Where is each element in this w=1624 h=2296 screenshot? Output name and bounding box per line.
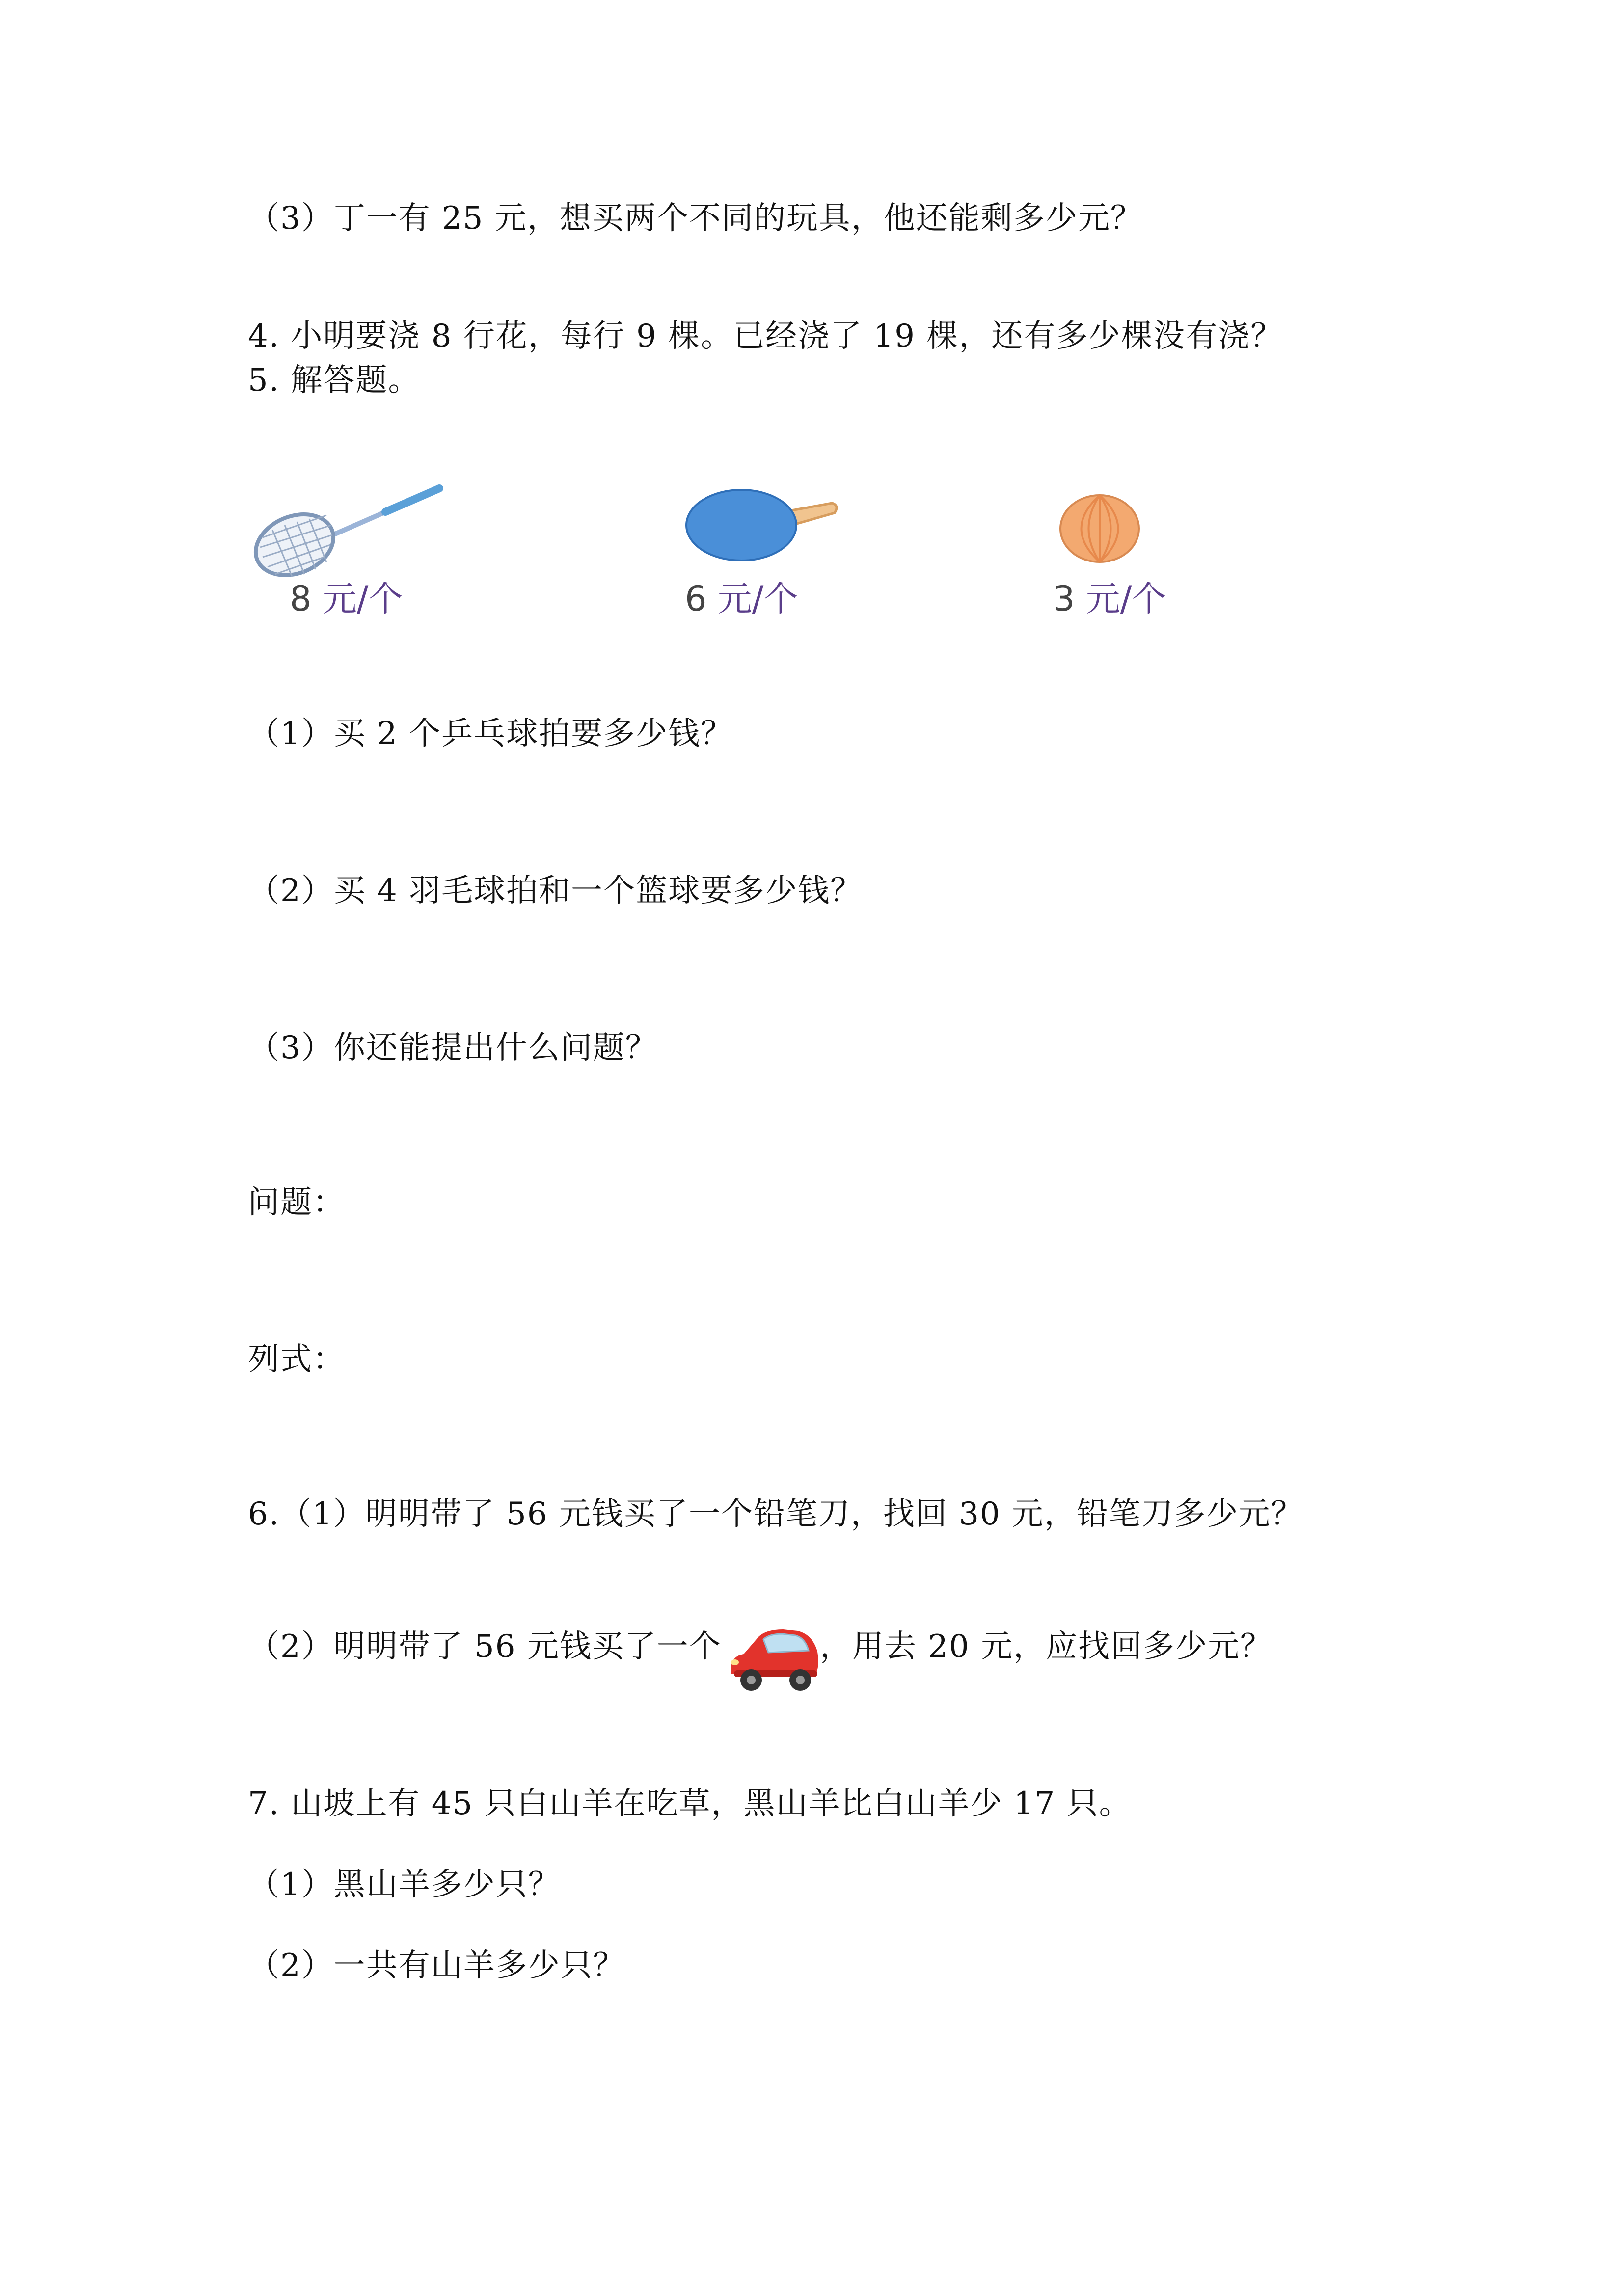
badminton-racket-price: [290, 579, 403, 618]
question-5-part-3: （3）你还能提出什么问题？: [248, 1030, 658, 1066]
ping-pong-paddle-icon: [685, 486, 842, 564]
question-label: 问题：: [248, 1184, 345, 1221]
question-6-part-2-after: ，用去 20 元，应找回多少元？: [820, 1629, 1273, 1665]
question-5-part-1: （1）买 2 个乒乓球拍要多少钱？: [248, 716, 733, 752]
price-unit: 元/个: [322, 579, 403, 619]
badminton-racket-icon: [253, 479, 444, 587]
question-7-part-1: （1）黑山羊多少只？: [248, 1867, 561, 1903]
formula-label: 列式：: [248, 1341, 345, 1378]
price-value: 3: [1053, 579, 1075, 619]
price-value: 8: [290, 579, 312, 619]
question-5-title: 5. 解答题。: [248, 362, 421, 399]
price-value: 6: [685, 579, 707, 619]
question-6-part-2-before: （2）明明带了 56 元钱买了一个: [248, 1629, 722, 1665]
price-unit: 元/个: [717, 579, 798, 619]
basketball-icon: [1058, 493, 1141, 564]
question-4: 4. 小明要浇 8 行花，每行 9 棵。已经浇了 19 棵，还有多少棵没有浇？: [248, 318, 1283, 354]
question-5-part-2: （2）买 4 羽毛球拍和一个篮球要多少钱？: [248, 873, 863, 909]
price-unit: 元/个: [1085, 579, 1166, 619]
question-7-title: 7. 山坡上有 45 只白山羊在吃草，黑山羊比白山羊少 17 只。: [248, 1786, 1132, 1822]
question-6-part-1: 6.（1）明明带了 56 元钱买了一个铅笔刀，找回 30 元，铅笔刀多少元？: [248, 1496, 1304, 1532]
basketball-price: [1053, 579, 1166, 618]
toy-car-icon: [724, 1622, 822, 1696]
question-7-part-2: （2）一共有山羊多少只？: [248, 1948, 625, 1984]
question-3-part-3: （3）丁一有 25 元，想买两个不同的玩具，他还能剩多少元？: [248, 200, 1143, 237]
ping-pong-paddle-price: [685, 579, 798, 618]
